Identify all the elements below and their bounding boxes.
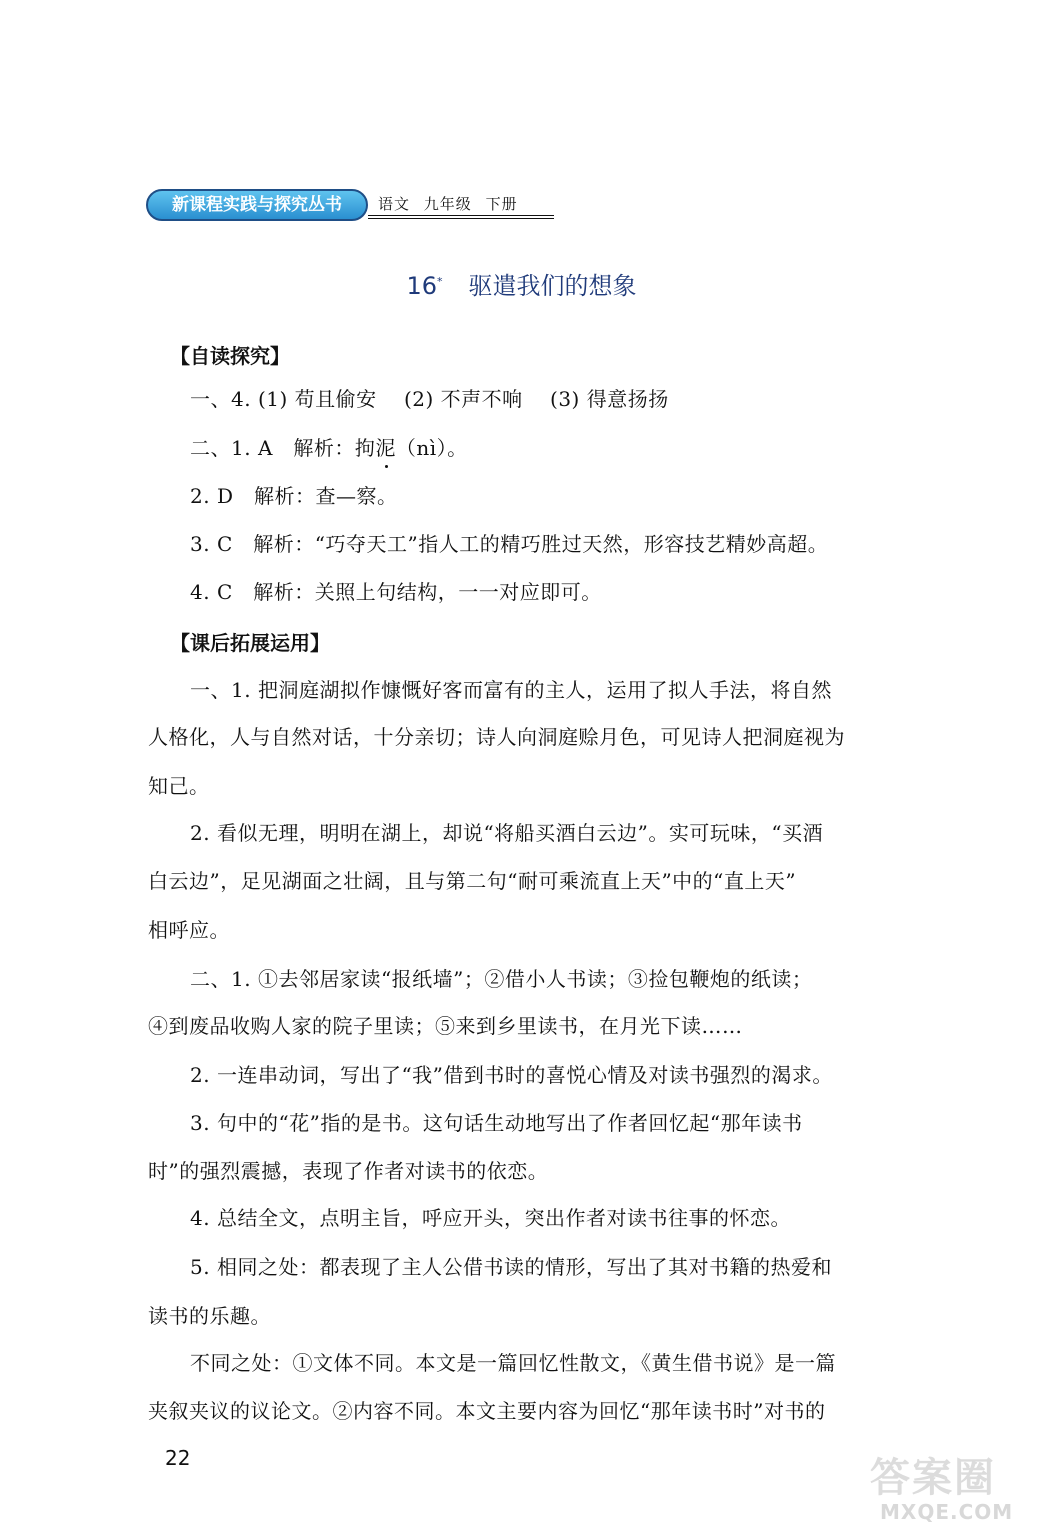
series-badge: 新课程实践与探究丛书: [146, 189, 368, 221]
answer-line: 2. 看似无理，明明在湖上，却说“将船买酒白云边”。实可玩味，“买酒: [190, 821, 824, 845]
answer-line: 读书的乐趣。: [148, 1304, 271, 1328]
section-heading-extension: 【课后拓展运用】: [170, 631, 330, 655]
answer-line: 2. D 解析：查—察。: [190, 484, 398, 508]
answer-line: 相呼应。: [148, 918, 230, 942]
answer-line: 一、1. 把洞庭湖拟作慷慨好客而富有的主人，运用了拟人手法，将自然: [190, 678, 832, 702]
section-heading-self-study: 【自读探究】: [170, 344, 290, 368]
answer-line: 二、1. ①去邻居家读“报纸墙”；②借小人书读；③捡包鞭炮的纸读；: [190, 967, 813, 991]
lesson-marker: *: [437, 275, 443, 288]
header-rule: [368, 218, 554, 219]
answer-line: 夹叙夹议的议论文。②内容不同。本文主要内容为回忆“那年读书时”对书的: [148, 1399, 826, 1423]
answer-line: 白云边”，足见湖面之壮阔，且与第二句“耐可乘流直上天”中的“直上天”: [148, 869, 797, 893]
answer-line: 二、1. A 解析：拘泥（nì）。: [190, 436, 468, 460]
answer-line: 3. 句中的“花”指的是书。这句话生动地写出了作者回忆起“那年读书: [190, 1111, 803, 1135]
answer-line: 3. C 解析：“巧夺天工”指人工的精巧胜过天然，形容技艺精妙高超。: [190, 532, 829, 556]
answer-line: 4. C 解析：关照上句结构，一一对应即可。: [190, 580, 602, 604]
answer-line: 5. 相同之处：都表现了主人公借书读的情形，写出了其对书籍的热爱和: [190, 1255, 832, 1279]
lesson-name: 驱遣我们的想象: [468, 272, 637, 300]
answer-line: 2. 一连串动词，写出了“我”借到书时的喜悦心情及对读书强烈的渴求。: [190, 1063, 833, 1087]
answer-line: 时”的强烈震撼，表现了作者对读书的依恋。: [148, 1159, 549, 1183]
page-number: 22: [165, 1446, 191, 1470]
answer-line: ④到废品收购人家的院子里读；⑤来到乡里读书，在月光下读……: [148, 1014, 743, 1038]
watermark-logo: 答案圈: [870, 1455, 996, 1501]
lesson-number: 16*: [406, 272, 443, 300]
emphasis-char: 泥: [375, 436, 396, 460]
header-rule: [368, 215, 554, 216]
answer-line: 一、4. (1) 苟且偷安 (2) 不声不响 (3) 得意扬扬: [190, 387, 669, 411]
answer-line: 知己。: [148, 774, 210, 798]
subject-label: 语文: [378, 195, 411, 213]
lesson-title: [0, 266, 1043, 301]
answer-line: 4. 总结全文，点明主旨，呼应开头，突出作者对读书往事的怀恋。: [190, 1206, 791, 1230]
series-info: [378, 193, 526, 214]
answer-line: 不同之处：①文体不同。本文是一篇回忆性散文，《黄生借书说》是一篇: [190, 1351, 836, 1375]
answer-line: 人格化，人与自然对话，十分亲切；诗人向洞庭赊月色，可见诗人把洞庭视为: [148, 725, 845, 749]
watermark-url: MXQE.COM: [880, 1500, 1014, 1524]
grade-label: 九年级: [423, 195, 472, 213]
volume-label: 下册: [485, 195, 518, 213]
